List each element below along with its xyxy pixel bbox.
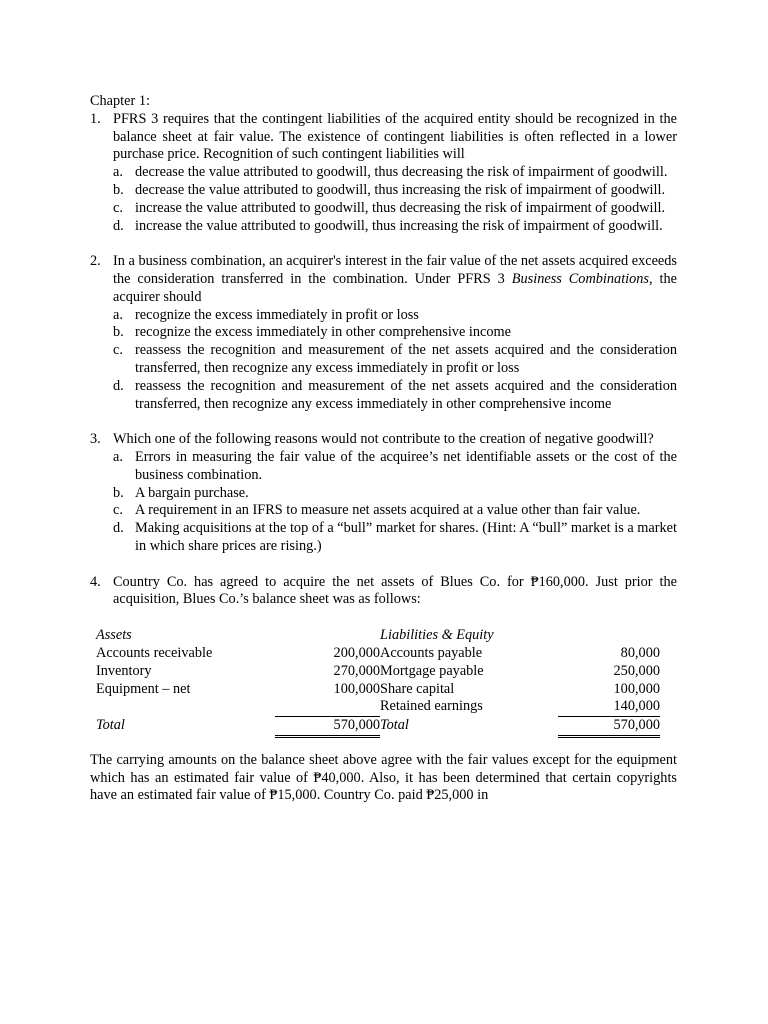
liabilities-header: Liabilities & Equity: [380, 627, 494, 644]
chapter-heading: Chapter 1:: [90, 93, 150, 109]
total-row: Total 570,000 Total 570,000: [96, 717, 660, 737]
option-b: b. recognize the excess immediately in other comprehensive income: [113, 324, 511, 341]
table-row: Inventory 270,000 Mortgage payable 250,000: [96, 662, 660, 679]
table-row: Equipment – net 100,000 Share capital 100,000: [96, 680, 660, 697]
table-row: Accounts receivable 200,000 Accounts payable 80,000: [96, 644, 660, 661]
option-a: a. recognize the excess immediately in profit or loss: [113, 306, 419, 323]
question-2: [90, 253, 677, 413]
option-d: d. increase the value attributed to goodwill, thus increasing the risk of impairment of goodwill.: [113, 217, 663, 234]
option-d: d. Making acquisitions at the top of a “bull” market for shares. (Hint: A “bull” market is a market in which share prices are rising.): [113, 520, 677, 554]
assets-header: Assets: [96, 627, 132, 644]
option-a: a. decrease the value attributed to goodwill, thus decreasing the risk of impairment of goodwill.: [113, 164, 668, 181]
option-c: c. A requirement in an IFRS to measure net assets acquired at a value other than fair value.: [113, 502, 641, 519]
question-number: 4.: [90, 573, 101, 590]
option-c: c. reassess the recognition and measurement of the net assets acquired and the consideration transferred, then recognize any excess immediately in profit or loss: [113, 342, 677, 376]
question-stem: Which one of the following reasons would not contribute to the creation of negative goodwill?: [113, 431, 654, 448]
question-stem: In a business combination, an acquirer's interest in the fair value of the net assets acquired exceeds the consideration transferred in the combination. Under PFRS 3 Business Combinations, the acquirer should: [113, 253, 677, 305]
liabilities-total: 570,000: [558, 717, 660, 737]
question-number: 3.: [90, 431, 101, 448]
question-stem: Country Co. has agreed to acquire the net assets of Blues Co. for ₱160,000. Just prior the acquisition, Blues Co.’s balance sheet was as follows:: [113, 573, 677, 608]
closing-paragraph: The carrying amounts on the balance sheet above agree with the fair values except for the equipment which has an estimated fair value of ₱40,000. Also, it has been determined that certain copyrights have an estimated fair value of ₱15,000. Country Co. paid ₱25,000 in: [90, 751, 677, 804]
question-1: [90, 111, 677, 236]
question-stem: PFRS 3 requires that the contingent liabilities of the acquired entity should be recognized in the balance sheet at fair value. The existence of contingent liabilities is often reflected in a lower purchase price. Recognition of such contingent liabilities will: [113, 110, 677, 163]
option-b: b. decrease the value attributed to goodwill, thus increasing the risk of impairment of goodwill.: [113, 181, 666, 198]
option-b: b. A bargain purchase.: [113, 484, 249, 501]
question-number: 1.: [90, 110, 101, 127]
question-4: [90, 574, 677, 610]
option-c: c. increase the value attributed to goodwill, thus decreasing the risk of impairment of goodwill.: [113, 199, 666, 216]
document-page: [90, 93, 677, 820]
option-d: d. reassess the recognition and measurement of the net assets acquired and the consideration transferred, then recognize any excess immediately in other comprehensive income: [113, 377, 677, 412]
standard-title: Business Combinations: [511, 270, 649, 287]
assets-total: 570,000: [275, 717, 380, 737]
table-row: Retained earnings 140,000: [96, 698, 660, 716]
question-3: [90, 431, 677, 556]
option-a: a. Errors in measuring the fair value of the acquiree’s net identifiable assets or the cost of the business combination.: [113, 448, 677, 483]
balance-sheet-table: [96, 627, 660, 738]
question-number: 2.: [90, 253, 101, 270]
